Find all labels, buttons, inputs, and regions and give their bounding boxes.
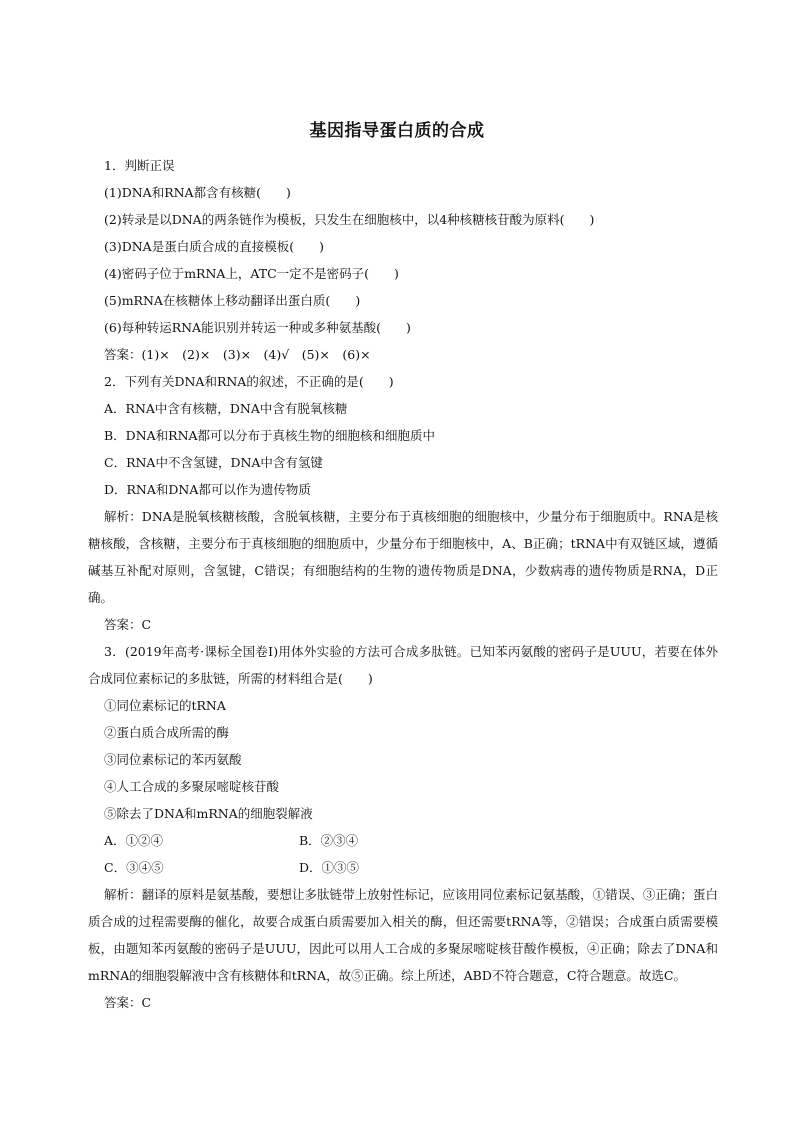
q3-answer: 答案：C [104,995,152,1010]
q3-stem: 3．(2019年高考·课标全国卷Ⅰ)用体外实验的方法可合成多肽链。已知苯丙氨酸的密码子是UUU，若要在体外合成同位素标记的多肽链，所需的材料组合是( ) [88,644,718,686]
q3-option-d: D．①③⑤ [299,860,360,875]
q1-item: (4)密码子位于mRNA上，ATC一定不是密码子( ) [104,266,399,281]
q2-option: D．RNA和DNA都可以作为遗传物质 [104,482,311,497]
q1-item: (6)每种转运RNA能识别并转运一种或多种氨基酸( ) [104,320,411,335]
q3-material: ①同位素标记的tRNA [104,698,226,713]
q2-option: A．RNA中含有核糖，DNA中含有脱氧核糖 [104,401,348,416]
q1-item: (3)DNA是蛋白质合成的直接模板( ) [104,239,324,254]
q2-stem: 2．下列有关DNA和RNA的叙述，不正确的是( ) [104,374,394,389]
q1-item: (1)DNA和RNA都含有核糖( ) [104,185,291,200]
q2-analysis: 解析：DNA是脱氧核糖核酸，含脱氧核糖，主要分布于真核细胞的细胞核中，少量分布于细胞质中。RNA是核糖核酸，含核糖，主要分布于真核细胞的细胞质中，少量分布于细胞核中，A、B正确；tRNA中有双链区域，遵循碱基互补配对原则，含氢键，C错误；有细胞结构的生物的遗传物质是DNA，少数病毒的遗传物质是RNA，D正确。 [88,509,718,605]
q2-option: C．RNA中不含氢键，DNA中含有氢键 [104,455,323,470]
q3-material: ⑤除去了DNA和mRNA的细胞裂解液 [104,806,313,821]
q2-answer: 答案：C [104,617,152,632]
document-body [88,152,718,1016]
q3-option-c: C．③④⑤ [104,860,164,875]
q3-analysis: 解析：翻译的原料是氨基酸，要想让多肽链带上放射性标记，应该用同位素标记氨基酸，①错误、③正确；蛋白质合成的过程需要酶的催化，故要合成蛋白质需要加入相关的酶，但还需要tRNA等，②错误；合成蛋白质需要模板，由题知苯丙氨酸的密码子是UUU，因此可以用人工合成的多聚尿嘧啶核苷酸作模板，④正确；除去了DNA和mRNA的细胞裂解液中含有核糖体和tRNA，故⑤正确。综上所述，ABD不符合题意，C符合题意。故选C。 [88,887,718,983]
q1-heading: 1．判断正误 [104,158,175,173]
q3-options-row [88,827,718,854]
q3-option-b: B．②③④ [299,833,359,848]
page-title: 基因指导蛋白质的合成 [309,121,485,141]
q3-material: ④人工合成的多聚尿嘧啶核苷酸 [104,779,280,794]
q1-answer: 答案：(1)× (2)× (3)× (4)√ (5)× (6)× [104,347,371,362]
q3-material: ②蛋白质合成所需的酶 [104,725,230,740]
q3-options-row [88,854,718,881]
q1-item: (2)转录是以DNA的两条链作为模板，只发生在细胞核中，以4种核糖核苷酸为原料( ) [104,212,595,227]
q2-option: B．DNA和RNA都可以分布于真核生物的细胞核和细胞质中 [104,428,436,443]
q3-option-a: A．①②④ [104,833,164,848]
q3-material: ③同位素标记的苯丙氨酸 [104,752,242,767]
q1-item: (5)mRNA在核糖体上移动翻译出蛋白质( ) [104,293,361,308]
